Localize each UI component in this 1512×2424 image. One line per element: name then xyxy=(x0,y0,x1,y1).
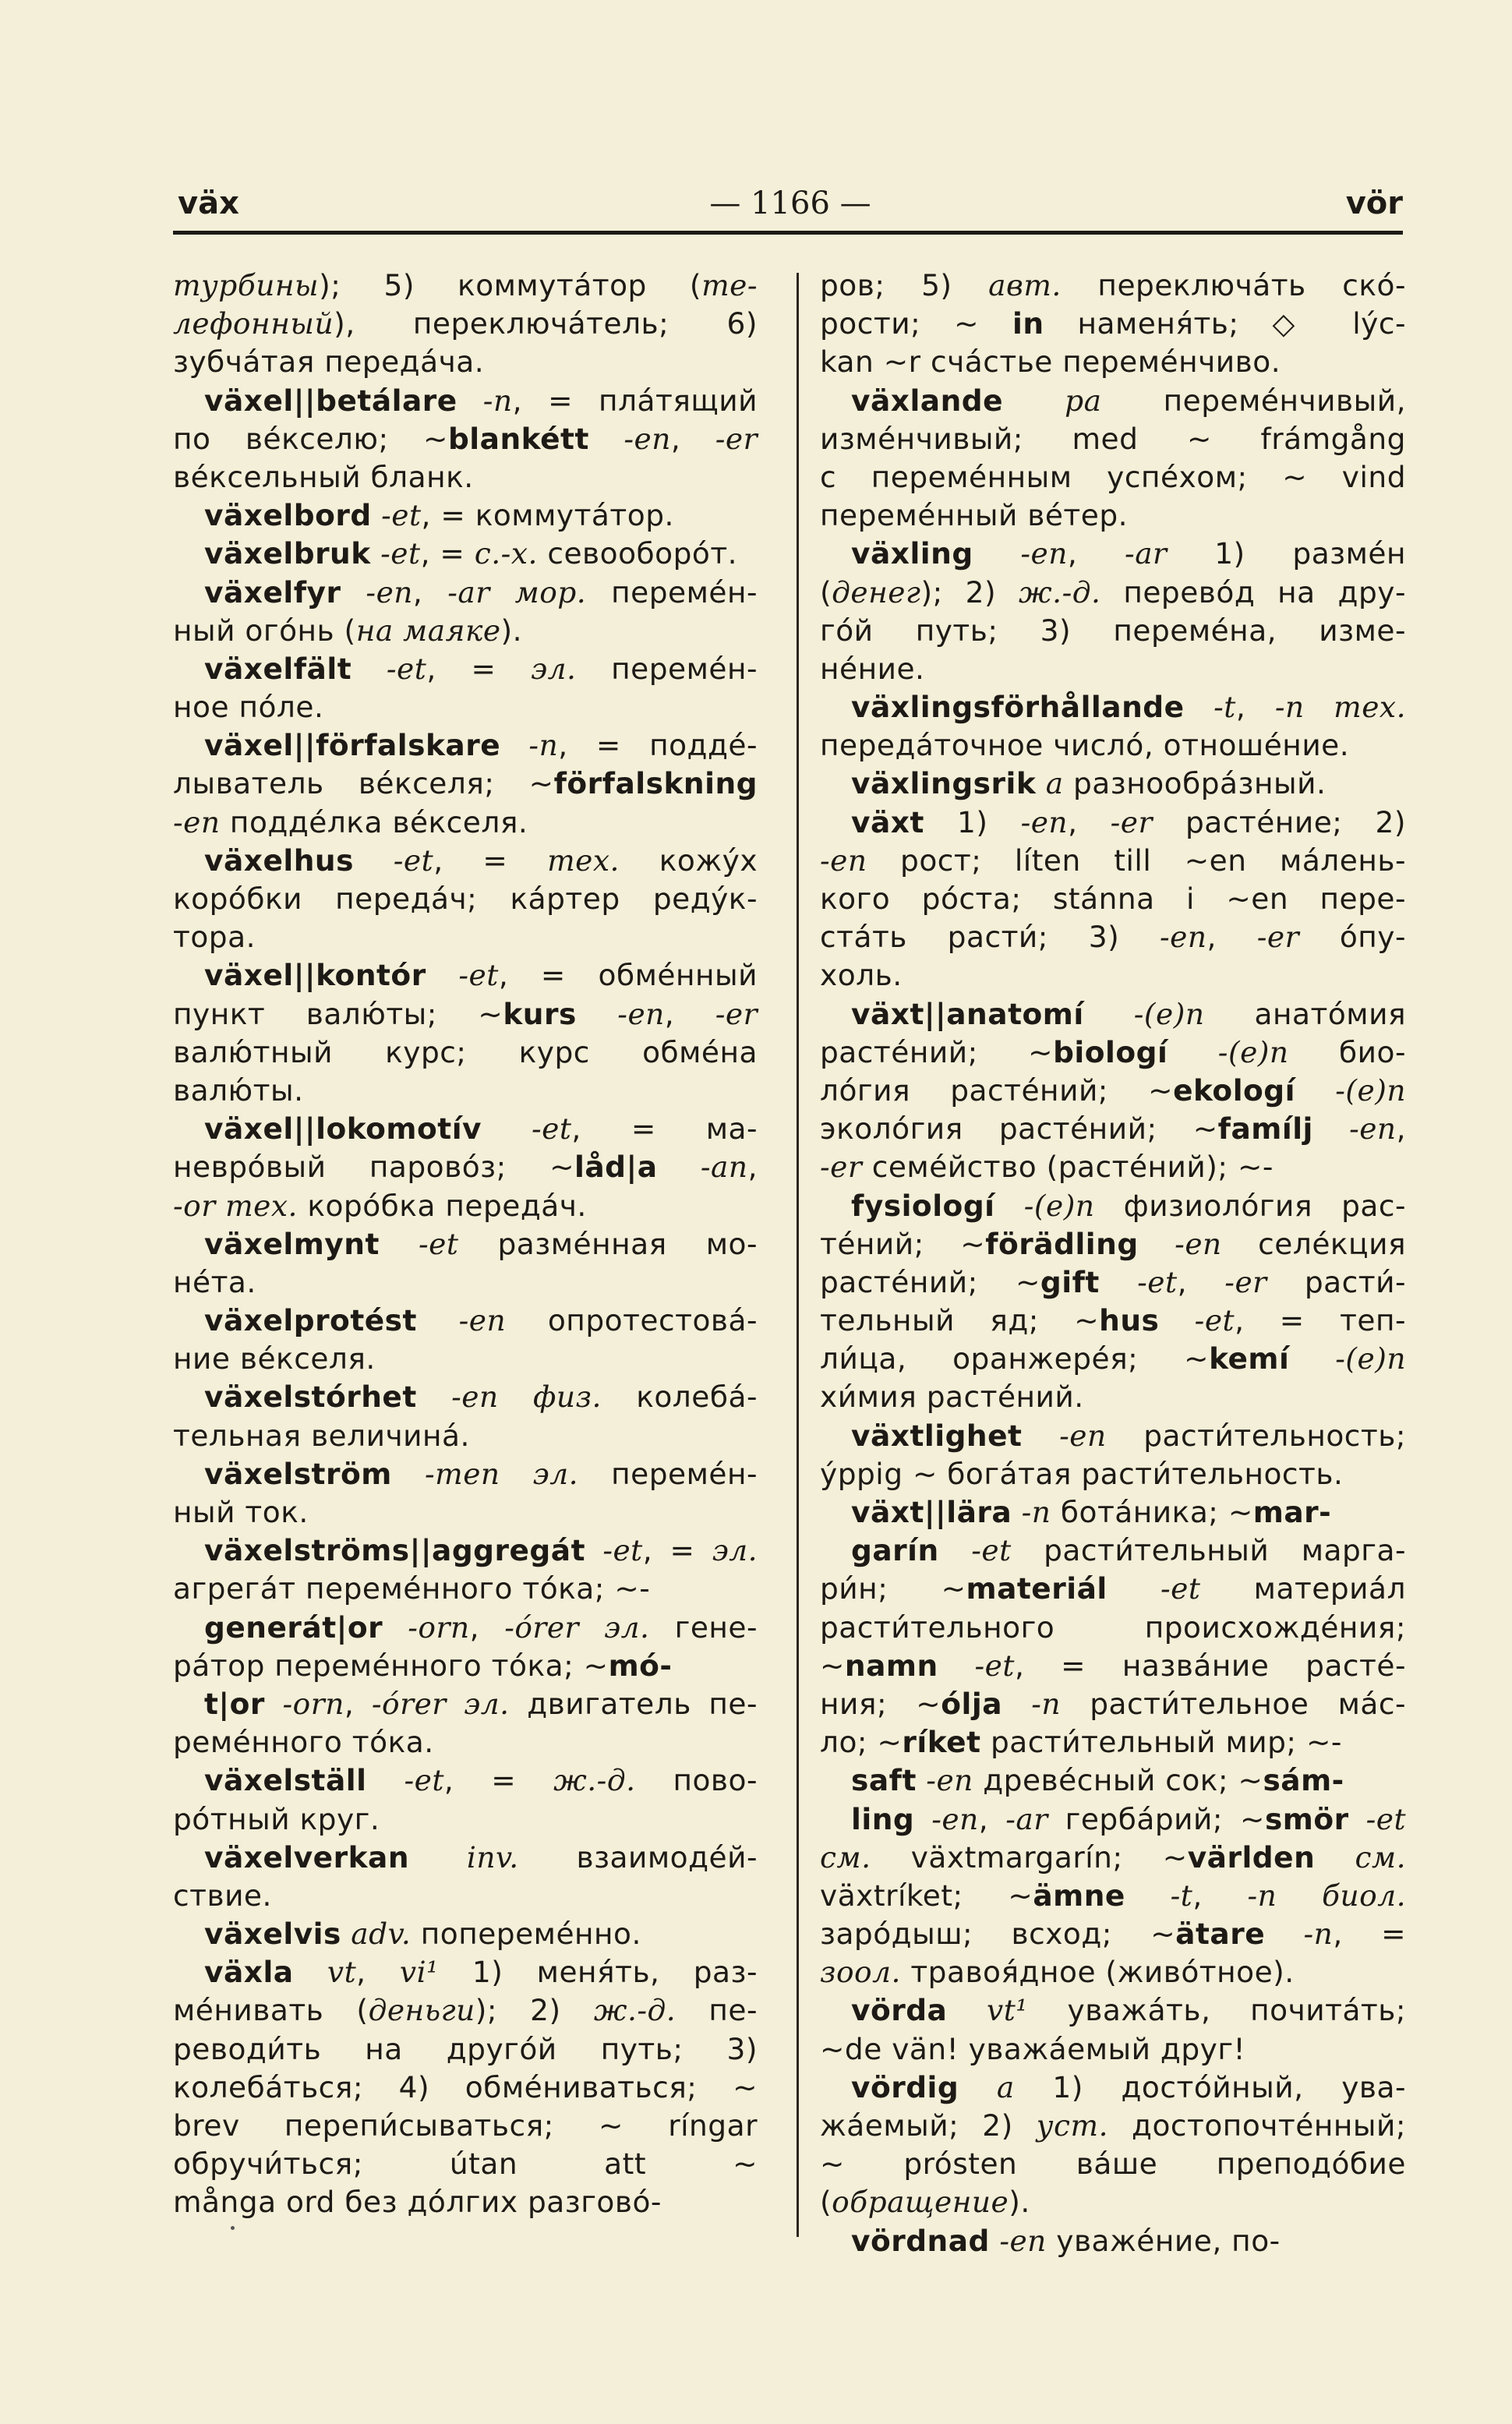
column-divider xyxy=(797,273,799,2237)
right-column-line: ~ prósten ва́ше преподо́бие xyxy=(820,2147,1406,2182)
left-column-line: växelverkan inv. взаимоде́й- xyxy=(204,1839,758,1875)
right-column-line: fysiologí -(e)n физиоло́гия рас- xyxy=(851,1188,1406,1223)
left-column-line: växelbruk -et, = с.-х. севооборо́т. xyxy=(204,536,738,571)
right-column-line: ров; 5) авт. переключа́ть ско́- xyxy=(820,268,1406,302)
right-column-line: vördnad -en уваже́ние, по- xyxy=(851,2223,1281,2258)
left-column-line: växelställ -et, = ж.-д. пово- xyxy=(204,1763,758,1798)
left-column-line: växelfält -et, = эл. переме́н- xyxy=(204,651,758,686)
right-column-line: го́й путь; 3) переме́на, изме- xyxy=(820,613,1406,648)
right-column xyxy=(820,267,1406,2260)
left-column-line: växelvis adv. попереме́нно. xyxy=(204,1917,641,1952)
left-column-line: ве́ксельный бланк. xyxy=(173,459,474,494)
left-column-line: невро́вый парово́з; ~låd|a -an, xyxy=(173,1150,758,1185)
left-column-line: реводи́ть на друго́й путь; 3) xyxy=(173,2031,758,2066)
left-column-line: лыватель ве́кселя; ~förfalskning xyxy=(173,766,758,801)
left-column-line: агрега́т переме́нного то́ка; ~- xyxy=(173,1571,651,1606)
left-column-line: många ord без до́лгих разгово́- xyxy=(173,2185,662,2220)
left-column-line: växelbord -et, = коммута́тор. xyxy=(204,498,674,533)
left-column-line: växelströms||aggregát -et, = эл. xyxy=(204,1533,758,1568)
right-column-line: växt||lära -n бота́ника; ~mar- xyxy=(851,1495,1332,1529)
left-column-line: ный ого́нь (на маяке). xyxy=(173,613,523,648)
left-column-line: зубча́тая переда́ча. xyxy=(173,345,485,380)
left-column-line: växla vt, vi¹ 1) меня́ть, раз- xyxy=(204,1955,758,1990)
right-column-line: kan ~r сча́стье переме́нчиво. xyxy=(820,345,1281,380)
right-column-line: växlande pa переме́нчивый, xyxy=(851,383,1407,418)
header-right-guideword: vör xyxy=(1345,186,1403,221)
right-column-line: хи́мия расте́ний. xyxy=(820,1380,1084,1415)
right-column-line: vördig a 1) досто́йный, ува- xyxy=(851,2069,1407,2104)
left-column-line: лефонный), переключа́тель; 6) xyxy=(173,306,758,341)
left-column-line: växelmynt -et разме́нная мо- xyxy=(204,1226,758,1261)
right-column-line: холь. xyxy=(820,958,903,993)
right-column-line: växtríket; ~ämne -t, -n биол. xyxy=(820,1878,1406,1913)
left-column-line: växelstórhet -en физ. колеба́- xyxy=(204,1380,758,1415)
left-column-line: тора. xyxy=(173,920,256,955)
right-column-line: см. växtmargarín; ~världen см. xyxy=(820,1839,1406,1875)
right-column-line: те́ний; ~förädling -en селе́кция xyxy=(820,1226,1406,1261)
right-column-line: переда́точное число́, отноше́ние. xyxy=(820,728,1350,763)
right-column-line: -er семе́йство (расте́ний); ~- xyxy=(820,1150,1274,1185)
left-column-line: ние ве́кселя. xyxy=(173,1341,376,1376)
left-column-line: ро́тный круг. xyxy=(173,1801,380,1836)
page-number: — 1166 — xyxy=(709,186,871,221)
right-column-line: изме́нчивый; med ~ frámgång xyxy=(820,421,1406,456)
left-column-line: ра́тор переме́нного то́ка; ~mó- xyxy=(173,1648,673,1683)
right-column-line: жа́емый; 2) уст. достопочте́нный; xyxy=(820,2108,1406,2143)
left-column-line: -en подде́лка ве́кселя. xyxy=(173,804,528,839)
left-column-line: växelström -men эл. переме́н- xyxy=(204,1456,758,1491)
left-column-line: колеба́ться; 4) обме́ниваться; ~ xyxy=(173,2069,758,2104)
left-column-line: växelprotést -en опротестова́- xyxy=(204,1303,758,1338)
right-column-line: не́ние. xyxy=(820,651,925,686)
left-column-line: турбины); 5) коммута́тор (те- xyxy=(173,268,758,302)
right-column-line: расте́ний; ~gift -et, -er расти́- xyxy=(820,1264,1406,1299)
right-column-line: ри́н; ~materiál -et материа́л xyxy=(820,1571,1406,1606)
right-column-line: ýppig ~ бога́тая расти́тельность. xyxy=(820,1456,1344,1491)
left-column-line: пункт валю́ты; ~kurs -en, -er xyxy=(173,996,758,1031)
right-column-line: växtlighet -en расти́тельность; xyxy=(851,1418,1407,1453)
left-column-line: t|or -orn, -órer эл. двигатель пе- xyxy=(204,1686,758,1721)
right-column-line: växlingsrik a разнообра́зный. xyxy=(851,766,1327,801)
right-column-line: кого ро́ста; stánna i ~en пере- xyxy=(820,882,1406,916)
left-column-line: brev перепи́сываться; ~ ríngar xyxy=(173,2108,758,2143)
right-column-line: (обращение). xyxy=(820,2185,1030,2220)
left-column-line: -or тех. коро́бка переда́ч. xyxy=(173,1188,587,1223)
right-column-line: (денег); 2) ж.-д. перево́д на дру- xyxy=(820,574,1407,610)
right-column-line: тельный яд; ~hus -et, = теп- xyxy=(820,1303,1406,1338)
left-column-line: коро́бки переда́ч; ка́ртер реду́к- xyxy=(173,882,758,916)
right-column-line: переме́нный ве́тер. xyxy=(820,498,1129,533)
left-column-line: växel||kontór -et, = обме́нный xyxy=(204,958,758,993)
left-column-line: ме́нивать (деньги); 2) ж.-д. пе- xyxy=(173,1993,758,2028)
right-column-line: расти́тельного происхожде́ния; xyxy=(820,1610,1406,1645)
left-column-line: växelhus -et, = тех. кожу́х xyxy=(204,843,758,878)
left-column-line: реме́нного то́ка. xyxy=(173,1725,434,1760)
left-column-line: växel||lokomotív -et, = ма- xyxy=(204,1111,758,1147)
page-speck xyxy=(231,2226,235,2230)
right-column-line: växt||anatomí -(e)n анато́мия xyxy=(851,996,1407,1031)
left-column-line: växelfyr -en, -ar мор. переме́н- xyxy=(204,574,758,610)
right-column-line: зоол. травоя́дное (живо́тное). xyxy=(820,1955,1295,1990)
left-column-line: не́та. xyxy=(173,1264,256,1299)
right-column-line: с переме́нным успе́хом; ~ vind xyxy=(820,459,1406,494)
left-column-line: ствие. xyxy=(173,1878,272,1913)
right-column-line: ло́гия расте́ний; ~ekologí -(e)n xyxy=(820,1072,1406,1108)
left-column-line: тельная величина́. xyxy=(173,1418,470,1453)
right-column-line: эколо́гия расте́ний; ~famílj -en, xyxy=(820,1111,1406,1147)
right-column-line: saft -en древе́сный сок; ~sám- xyxy=(851,1763,1344,1798)
right-column-line: växling -en, -ar 1) разме́н xyxy=(851,536,1406,571)
header-rule xyxy=(173,231,1403,235)
left-column-line: ный ток. xyxy=(173,1495,309,1529)
right-column-line: ло; ~ríket расти́тельный мир; ~- xyxy=(820,1725,1342,1760)
left-column xyxy=(173,267,758,2222)
left-column-line: по ве́кселю; ~blankétt -en, -er xyxy=(173,421,758,456)
left-column-line: generát|or -orn, -órer эл. гене- xyxy=(204,1610,758,1645)
right-column-line: ~namn -et, = назва́ние расте́- xyxy=(820,1648,1406,1683)
right-column-line: ния; ~ólja -n расти́тельное ма́с- xyxy=(820,1686,1406,1721)
right-column-line: расте́ний; ~biologí -(e)n био- xyxy=(820,1034,1406,1069)
right-column-line: växt 1) -en, -er расте́ние; 2) xyxy=(851,804,1406,839)
right-column-line: рости; ~ in наменя́ть; ◇ lýc- xyxy=(820,306,1407,341)
right-column-line: ста́ть расти́; 3) -en, -er о́пу- xyxy=(820,920,1407,955)
right-column-line: ling -en, -ar герба́рий; ~smör -et xyxy=(851,1801,1407,1836)
header-left-guideword: väx xyxy=(178,186,239,221)
left-column-line: ное по́ле. xyxy=(173,690,324,725)
right-column-line: ли́ца, оранжере́я; ~kemí -(e)n xyxy=(820,1341,1406,1376)
left-column-line: валю́ты. xyxy=(173,1072,304,1108)
left-column-line: växel||förfalskare -n, = подде́- xyxy=(204,728,758,763)
left-column-line: växel||betálare -n, = пла́тящий xyxy=(204,383,758,418)
left-column-line: обручи́ться; útan att ~ xyxy=(173,2147,758,2182)
right-column-line: ~de vän! уважа́емый друг! xyxy=(820,2031,1246,2066)
right-column-line: vörda vt¹ уважа́ть, почита́ть; xyxy=(851,1993,1406,2028)
running-header xyxy=(178,186,1403,232)
right-column-line: garín -et расти́тельный марга- xyxy=(851,1533,1407,1568)
left-column-line: валю́тный курс; курс обме́на xyxy=(173,1034,758,1069)
right-column-line: -en рост; líten till ~en ма́лень- xyxy=(820,843,1406,878)
right-column-line: заро́дыш; всход; ~ätare -n, = xyxy=(820,1917,1406,1952)
right-column-line: växlingsförhållande -t, -n тех. xyxy=(851,690,1406,725)
